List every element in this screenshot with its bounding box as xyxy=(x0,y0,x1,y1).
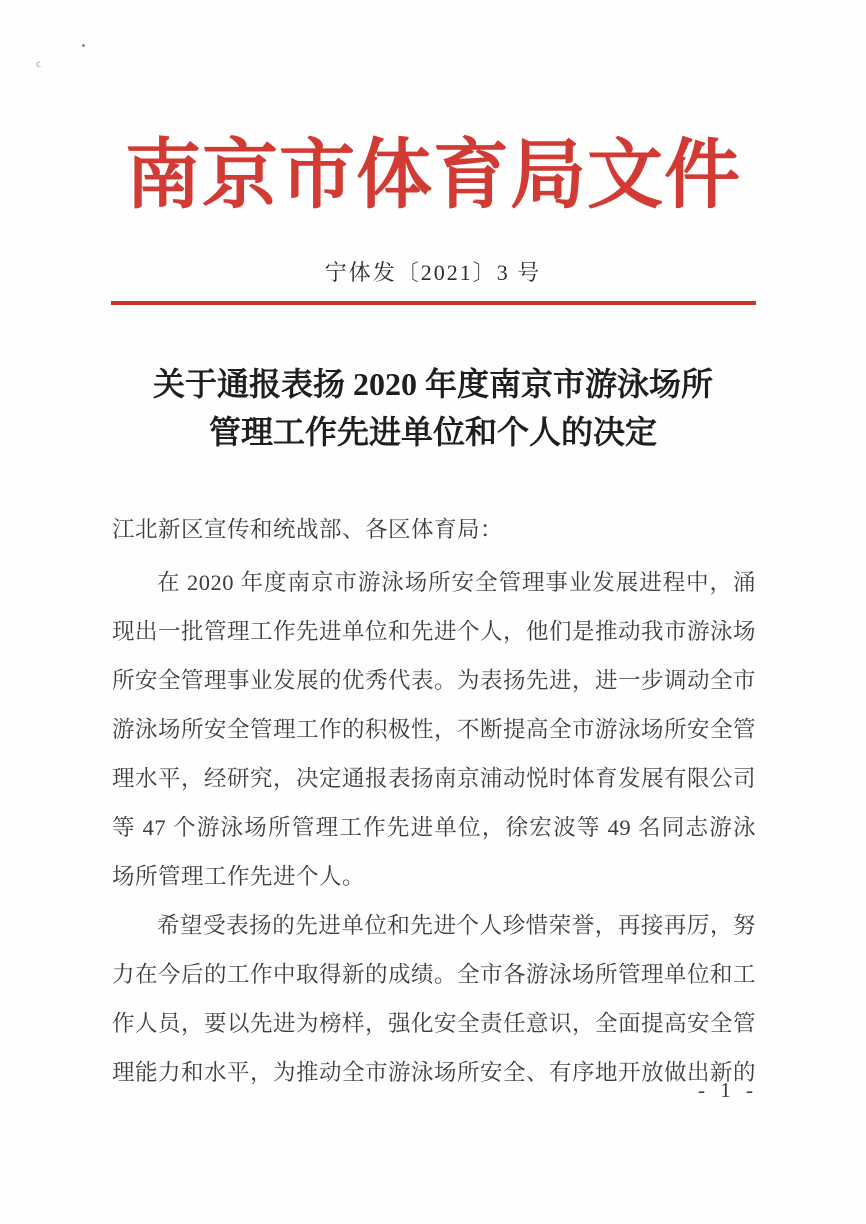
document-body xyxy=(112,505,756,1097)
agency-header-title: 南京市体育局文件 xyxy=(125,134,741,218)
document-title xyxy=(60,360,806,456)
salutation: 江北新区宣传和统战部、各区体育局： xyxy=(112,517,504,542)
document-number: 宁体发〔2021〕3 号 xyxy=(324,260,542,285)
document-title-line2: 管理工作先进单位和个人的决定 xyxy=(208,414,657,450)
document-title-line1: 关于通报表扬 2020 年度南京市游泳场所 xyxy=(152,366,713,402)
page-number: - 1 - xyxy=(698,1078,758,1102)
paragraph-1: 在 2020 年度南京市游泳场所安全管理事业发展进程中，涌现出一批管理工作先进单位和先进个人，他们是推动我市游泳场所安全管理事业发展的优秀代表。为表扬先进，进一步调动全市游泳场所安全管理工作的积极性，不断提高全市游泳场所安全管理水平，经研究，决定通报表扬南京浦动悦时体育发展有限公司等 47 个游泳场所管理工作先进单位，徐宏波等 49 名同志游泳场所管理工作先进个人。 xyxy=(112,570,757,889)
scan-artifact-mark: c xyxy=(34,57,42,71)
paragraph-2: 希望受表扬的先进单位和先进个人珍惜荣誉，再接再厉，努力在今后的工作中取得新的成绩。全市各游泳场所管理单位和工作人员，要以先进为榜样，强化安全责任意识，全面提高安全管理能力和水平，为推动全市游泳场所安全、有序地开放做出新的 xyxy=(112,913,757,1085)
scan-artifact-dot xyxy=(82,44,85,47)
red-divider-rule xyxy=(111,301,756,305)
